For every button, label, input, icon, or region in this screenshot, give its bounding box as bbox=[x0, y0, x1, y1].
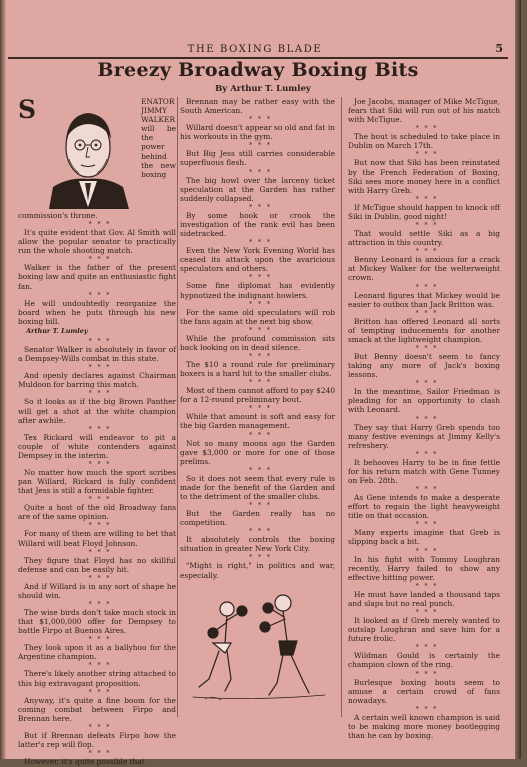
section-separator: * * * bbox=[249, 168, 272, 176]
page-number: 5 bbox=[495, 42, 503, 55]
article-paragraph: It behooves Harry to be in fine fettle for his return match with Gene Tunney on Feb. 28th. bbox=[348, 457, 500, 485]
article-column-3 bbox=[348, 97, 500, 741]
article-paragraph: And if Willard is in any sort of shape he should win. bbox=[18, 581, 176, 600]
article-paragraph: Even the New York Evening World has ceased its attack upon the avaricious speculators and others. bbox=[180, 246, 335, 274]
section-separator: * * * bbox=[88, 636, 112, 644]
article-paragraph: Willard doesn't appear so old and fat in his workouts in the gym. bbox=[180, 123, 335, 142]
section-separator: * * * bbox=[88, 574, 112, 582]
article-paragraph: They say that Harry Greb spends too many festive evenings at Jimmy Kelly's refreshery. bbox=[348, 422, 500, 450]
section-separator: * * * bbox=[88, 723, 112, 731]
section-separator: * * * bbox=[415, 415, 439, 423]
article-paragraph: If McTigue should happen to knock off Siki in Dublin, good night! bbox=[348, 202, 500, 221]
article-paragraph: There's likely another string attached to this big extravagant proposition. bbox=[18, 669, 176, 688]
section-separator: * * * bbox=[88, 221, 112, 229]
article-paragraph: While that amount is soft and easy for the big Garden management. bbox=[180, 412, 335, 431]
article-paragraph: That would settle Siki as a big attraction in this country. bbox=[348, 229, 500, 248]
article-paragraph: Anyway, it's quite a fine boom for the coming combat between Firpo and Brennan here. bbox=[18, 695, 176, 723]
section-separator: * * * bbox=[88, 460, 112, 468]
article-paragraph: Not so many moons ago the Garden gave $3,000 or more for one of those prelims. bbox=[180, 438, 335, 466]
article-paragraph: Some fine diplomat has evidently hypnotized the indignant howlers. bbox=[180, 281, 335, 300]
section-separator: * * * bbox=[415, 705, 439, 713]
article-paragraph: Burlesque boxing bouts seem to amuse a certain crowd of fans nowadays. bbox=[348, 677, 500, 705]
column-divider bbox=[341, 97, 342, 717]
section-separator: * * * bbox=[415, 670, 439, 678]
section-separator: * * * bbox=[88, 425, 112, 433]
section-separator: * * * bbox=[249, 116, 272, 124]
section-separator: * * * bbox=[249, 502, 272, 510]
section-separator: * * * bbox=[88, 688, 112, 696]
section-separator: * * * bbox=[88, 496, 112, 504]
article-paragraph: However, it's quite possible that bbox=[24, 757, 145, 767]
article-paragraph: Leonard figures that Mickey would be easier to outbox than Jack Britton was. bbox=[348, 290, 500, 309]
section-separator: * * * bbox=[415, 380, 439, 388]
article-paragraph: The bout is scheduled to take place in Dublin on March 17th. bbox=[348, 132, 500, 151]
section-separator: * * * bbox=[249, 554, 272, 562]
article-paragraph: But the Garden really has no competition. bbox=[180, 509, 335, 528]
article-paragraph: Benny Leonard is anxious for a crack at Mickey Walker for the welterweight crown. bbox=[348, 255, 500, 283]
section-separator: * * * bbox=[415, 222, 439, 230]
article-paragraph: For the same old speculators will rob the fans again at the next big show. bbox=[180, 307, 335, 326]
article-byline: By Arthur T. Lumley bbox=[215, 84, 311, 94]
section-separator: * * * bbox=[88, 338, 112, 346]
article-paragraph: Most of them cannot afford to pay $240 for a 12-round preliminary bout. bbox=[180, 386, 335, 405]
article-paragraph: So it looks as if the big Brown Panther will get a shot at the white champion after awhile. bbox=[18, 397, 176, 425]
article-paragraph: They look upon it as a ballyhoo for the Argentine champion. bbox=[18, 643, 176, 662]
article-paragraph: The $10 a round rule for preliminary boxers is a hard hit to the smaller clubs. bbox=[180, 359, 335, 379]
boxing-cartoon bbox=[185, 587, 333, 705]
article-paragraph: He will undoubtedly reorganize the board when he puts through his new boxing bill. bbox=[18, 298, 176, 326]
page-edge bbox=[515, 0, 521, 759]
article-paragraph: By some hook or crook the investigation of the rank evil has been sidetracked. bbox=[180, 210, 335, 239]
section-separator: * * * bbox=[415, 486, 439, 494]
article-paragraph: The big howl over the larceny ticket speculation at the Garden has rather suddenly collapsed. bbox=[180, 175, 335, 203]
article-paragraph: It absolutely controls the boxing situation in greater New York City. bbox=[180, 535, 335, 554]
section-separator: * * * bbox=[88, 548, 112, 556]
article-paragraph: Many experts imagine that Greb is slipping back a bit. bbox=[348, 528, 500, 547]
section-separator: * * * bbox=[88, 291, 112, 299]
section-separator: * * * bbox=[249, 142, 272, 150]
section-separator: * * * bbox=[249, 528, 272, 536]
article-paragraph: Quite a host of the old Broadway fans are of the same opinion. bbox=[18, 503, 176, 522]
section-separator: * * * bbox=[415, 450, 439, 458]
section-separator: * * * bbox=[415, 547, 439, 555]
section-separator: * * * bbox=[88, 662, 112, 670]
article-paragraph: Brennan may be rather easy with the South American. bbox=[180, 97, 335, 116]
section-separator: * * * bbox=[415, 283, 439, 291]
section-separator: * * * bbox=[88, 256, 112, 264]
article-paragraph: Wildman Gould is certainly the champion clown of the ring. bbox=[348, 651, 500, 670]
section-separator: * * * bbox=[249, 405, 272, 413]
section-separator: * * * bbox=[88, 364, 112, 372]
section-separator: * * * bbox=[415, 309, 439, 317]
section-separator: * * * bbox=[88, 390, 112, 398]
section-separator: * * * bbox=[249, 203, 272, 211]
section-separator: * * * bbox=[249, 431, 272, 439]
article-paragraph: So it does not seem that every rule is made for the benefit of the Garden and to the detriment of the smaller clubs. bbox=[180, 473, 335, 501]
article-column-2 bbox=[180, 97, 335, 581]
article-paragraph: But Benny doesn't seem to fancy taking any more of Jack's boxing lessons. bbox=[348, 351, 500, 380]
article-paragraph: They figure that Floyd has no skillful defense and can be easily hit. bbox=[18, 555, 176, 574]
section-separator: * * * bbox=[415, 344, 439, 352]
article-paragraph: While the profound commission sits back looking on in dead silence. bbox=[180, 333, 335, 352]
article-paragraph: For many of them are willing to bet that Willard will beat Floyd Johnson. bbox=[18, 529, 176, 548]
article-paragraph: Tex Rickard will endeavor to pit a couple of white contenders against Dempsey in the interim. bbox=[18, 432, 176, 460]
article-paragraph: A certain well known champion is said to be making more money bootlegging than he can by boxing. bbox=[348, 712, 500, 740]
section-separator: * * * bbox=[415, 151, 439, 159]
section-separator: * * * bbox=[249, 352, 272, 360]
article-paragraph: The wise birds don't take much stock in that $1,000,000 offer for Dempsey to battle Firpo at Buenos Aires. bbox=[18, 608, 176, 636]
article-paragraph: It's quite evident that Gov. Al Smith will allow the popular senator to practically run the whole shooting match. bbox=[18, 228, 176, 256]
portrait-caption: Arthur T. Lumley bbox=[26, 326, 88, 335]
article-paragraph: It looked as if Greb merely wanted to outslap Loughran and save him for a future frolic. bbox=[348, 616, 500, 644]
drop-cap: S bbox=[18, 95, 37, 124]
section-separator: * * * bbox=[415, 125, 439, 133]
section-separator: * * * bbox=[415, 195, 439, 203]
article-paragraph: Joe Jacobs, manager of Mike McTigue, fears that Siki will run out of his match with McTigue. bbox=[348, 97, 500, 125]
section-separator: * * * bbox=[88, 601, 112, 608]
article-paragraph: Senator Walker is absolutely in favor of a Dempsey-Wills combat in this state. bbox=[18, 345, 176, 364]
section-separator: * * * bbox=[249, 379, 272, 387]
section-separator: * * * bbox=[249, 274, 272, 282]
article-paragraph: And openly declares against Chairman Muldoon for barring this match. bbox=[18, 371, 176, 390]
page-binding bbox=[0, 0, 6, 759]
section-separator: * * * bbox=[415, 248, 439, 256]
running-title: THE BOXING BLADE bbox=[187, 44, 323, 55]
section-separator: * * * bbox=[88, 750, 112, 758]
section-separator: * * * bbox=[415, 644, 439, 652]
article-paragraph: But Big Jess still carries considerable superfluous flesh. bbox=[180, 149, 335, 168]
column-divider bbox=[177, 97, 178, 717]
section-separator: * * * bbox=[249, 239, 272, 247]
article-paragraph: But if Brennan defeats Firpo how the latter's rep will flop. bbox=[18, 730, 176, 750]
article-paragraph: But now that Siki has been reinstated by the French Federation of Boxing, Siki sees more money here in a conflict with Harry Greb. bbox=[348, 158, 500, 195]
section-separator: * * * bbox=[415, 582, 439, 590]
section-separator: * * * bbox=[249, 466, 272, 474]
article-paragraph: No matter how much the sport scribes pan Willard, Rickard is fully confident that Jess is still a formidable fighter. bbox=[18, 467, 176, 496]
section-separator: * * * bbox=[415, 521, 439, 529]
article-paragraph: Walker is the father of the present boxing law and quite an enthusiastic fight fan. bbox=[18, 263, 176, 291]
article-paragraph: ENATOR JIMMY WALKER will be the power behind the new boxing commission's throne. bbox=[18, 97, 176, 220]
section-separator: * * * bbox=[88, 522, 112, 530]
article-paragraph: In the meantime, Sailor Friedman is pleading for an opportunity to clash with Leonard. bbox=[348, 387, 500, 415]
article-column-1 bbox=[18, 97, 176, 767]
portrait-illustration bbox=[39, 99, 137, 209]
article-headline: Breezy Broadway Boxing Bits bbox=[97, 59, 419, 81]
article-paragraph: "Might is right," in politics and war, especially. bbox=[180, 561, 335, 580]
article-paragraph: As Gene intends to make a desperate effort to regain the light heavyweight title on that occasion. bbox=[348, 493, 500, 521]
article-paragraph: Britton has offered Leonard all sorts of tempting inducements for another smack at the lightweight champion. bbox=[348, 316, 500, 344]
article-paragraph: He must have landed a thousand taps and slaps but no real punch. bbox=[348, 589, 500, 608]
section-separator: * * * bbox=[415, 609, 439, 617]
article-paragraph: In his fight with Tommy Loughran recently, Harry failed to show any effective hitting power. bbox=[348, 554, 500, 582]
section-separator: * * * bbox=[249, 326, 272, 334]
section-separator: * * * bbox=[249, 300, 272, 308]
